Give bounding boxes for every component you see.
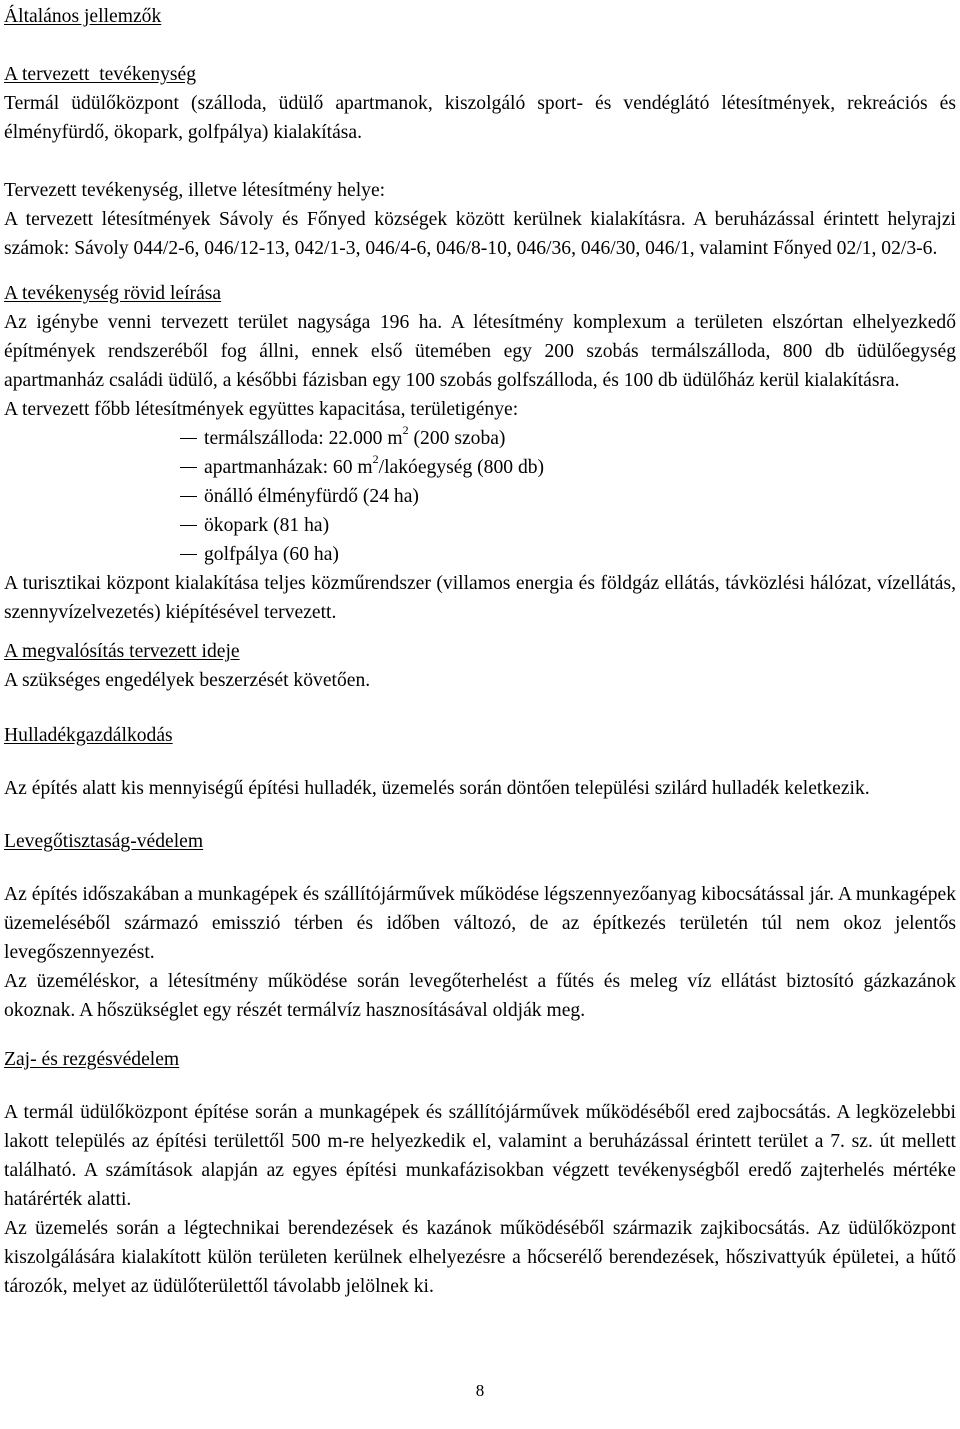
capacity-list bbox=[4, 424, 956, 569]
page-number: 8 bbox=[475, 1381, 485, 1400]
description-heading: A tevékenység rövid leírása bbox=[4, 283, 222, 304]
dash-bullet-icon bbox=[180, 467, 197, 468]
capacity-item-text: ökopark (81 ha) bbox=[204, 515, 330, 536]
dash-bullet-icon bbox=[180, 554, 197, 555]
capacity-item-text: apartmanházak: 60 m bbox=[204, 457, 373, 478]
superscript: 2 bbox=[372, 452, 379, 467]
document-page bbox=[4, 2, 956, 1301]
noise-heading: Zaj- és rezgésvédelem bbox=[4, 1049, 180, 1070]
timing-text: A szükséges engedélyek beszerzését követően. bbox=[4, 670, 371, 691]
dash-bullet-icon bbox=[180, 438, 197, 439]
dash-bullet-icon bbox=[180, 496, 197, 497]
main-heading: Általános jellemzők bbox=[4, 6, 162, 27]
capacity-item-text: golfpálya (60 ha) bbox=[204, 544, 339, 565]
list-item bbox=[180, 453, 956, 482]
description-text: Az igénybe venni tervezett terület nagysága 196 ha. A létesítmény komplexum a területen elszórtan elhelyezkedő építmények rendszeréből fog állni, ennek első ütemében egy 200 szobás termálszálloda, 800 db üdülőegység apartmanház családi üdülő, a későbbi fázisban egy 100 szobás golfszálloda, és 100 db üdülőház kerül kialakításra. bbox=[4, 312, 956, 391]
list-item bbox=[180, 511, 956, 540]
infrastructure-text: A turisztikai központ kialakítása teljes közműrendszer (villamos energia és földgáz ellátás, távközlési hálózat, vízellátás, szennyvízelvezetés) kiépítésével tervezett. bbox=[4, 573, 956, 623]
capacity-item-text-end: (200 szoba) bbox=[408, 428, 506, 449]
dash-bullet-icon bbox=[180, 525, 197, 526]
noise-text-2: Az üzemelés során a légtechnikai berendezések és kazánok működéséből származik zajkibocsátás. Az üdülőközpont kiszolgálására kialakított külön területen kerülnek elhelyezésre a hőcserélő berendezések, hőszivattyúk épületei, a hűtő tározók, melyet az üdülőterülettől távolabb jelölnek ki. bbox=[4, 1218, 956, 1297]
list-item bbox=[180, 540, 956, 569]
capacity-item-text: önálló élményfürdő (24 ha) bbox=[204, 486, 419, 507]
location-heading: Tervezett tevékenység, illetve létesítmény helye: bbox=[4, 180, 386, 201]
capacity-intro: A tervezett főbb létesítmények együttes kapacitása, területigénye: bbox=[4, 399, 519, 420]
waste-text: Az építés alatt kis mennyiségű építési hulladék, üzemelés során döntően települési szilárd hulladék keletkezik. bbox=[4, 778, 870, 799]
location-text: A tervezett létesítmények Sávoly és Főnyed községek között kerülnek kialakításra. A beruházással érintett helyrajzi számok: Sávoly 044/2-6, 046/12-13, 042/1-3, 046/4-6, 046/8-10, 046/36, 046/30, 046/1, valamint Főnyed 02/1, 02/3-6. bbox=[4, 209, 956, 259]
activity-text: Termál üdülőközpont (szálloda, üdülő apartmanok, kiszolgáló sport- és vendéglátó létesítmények, rekreációs és élményfürdő, ökopark, golfpálya) kialakítása. bbox=[4, 93, 956, 143]
air-heading: Levegőtisztaság-védelem bbox=[4, 831, 204, 852]
activity-heading: A tervezett tevékenység bbox=[4, 64, 197, 85]
waste-heading: Hulladékgazdálkodás bbox=[4, 725, 173, 746]
timing-heading: A megvalósítás tervezett ideje bbox=[4, 641, 240, 662]
noise-text-1: A termál üdülőközpont építése során a munkagépek és szállítójárművek működéséből ered zajbocsátás. A legközelebbi lakott település az építési területtől 500 m-re helyezkedik el, valamint a beruházással érintett terület a 7. sz. út mellett található. A számítások alapján az egyes építési munkafázisokban végzett tevékenységből eredő zajterhelés mértéke határérték alatti. bbox=[4, 1102, 956, 1210]
capacity-item-text-end: /lakóegység (800 db) bbox=[378, 457, 545, 478]
capacity-item-text: termálszálloda: 22.000 m bbox=[204, 428, 403, 449]
list-item bbox=[180, 482, 956, 511]
air-text-1: Az építés időszakában a munkagépek és szállítójárművek működése légszennyezőanyag kibocsátással jár. A munkagépek üzemeléséből származó emisszió térben és időben változó, de az építkezés területén túl nem okoz jelentős levegőszennyezést. bbox=[4, 884, 956, 963]
list-item bbox=[180, 424, 956, 453]
superscript: 2 bbox=[402, 423, 409, 438]
air-text-2: Az üzeméléskor, a létesítmény működése során levegőterhelést a fűtés és meleg víz ellátást biztosító gázkazánok okoznak. A hőszükséglet egy részét termálvíz hasznosításával oldják meg. bbox=[4, 971, 956, 1021]
